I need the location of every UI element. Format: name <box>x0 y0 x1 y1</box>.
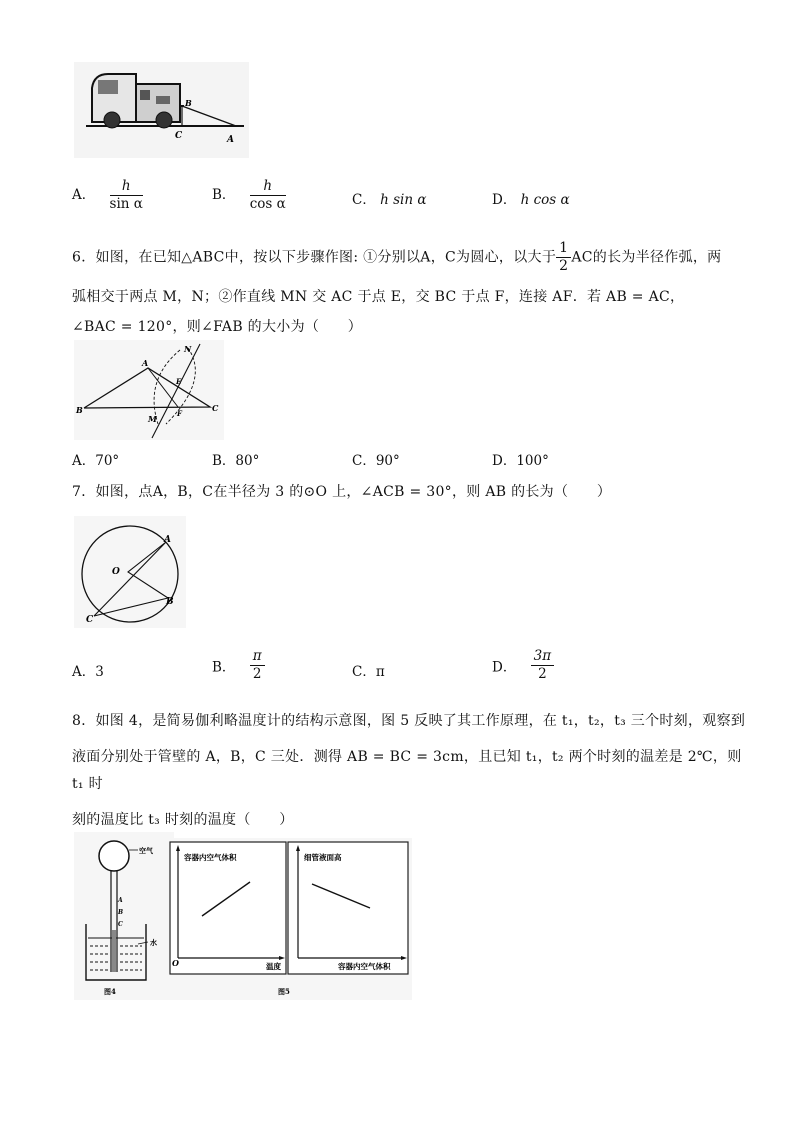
label-a: A <box>142 358 149 368</box>
q7-option-b[interactable]: B． $\frac{\pi}{2}$ <box>212 648 265 683</box>
q5-option-a-fraction: $\frac{h}{\text{sin α}}$ <box>109 178 143 212</box>
label-b: B <box>166 597 174 607</box>
q6-line-2: 弧相交于两点 M，N；②作直线 MN 交 AC 于点 E，交 BC 于点 F，连接 AF．若 AB = AC， <box>72 289 685 305</box>
label-a: A <box>227 135 234 145</box>
q8-stem <box>72 708 754 834</box>
truck-wheel-rear <box>156 112 172 128</box>
q5-option-b[interactable]: B． $\frac{h}{\text{cos α}}$ <box>212 178 286 212</box>
figure-5-caption: 图5 <box>278 987 290 996</box>
q7-option-a[interactable]: A．3 <box>72 664 104 680</box>
label-c: C <box>175 131 183 141</box>
q8-line-3: 刻的温度比 t₃ 时刻的温度（ ） <box>72 812 294 828</box>
label-m: M <box>148 414 157 424</box>
q6-fraction: $\frac{1}{2}$ <box>556 240 571 275</box>
left-origin: O <box>172 958 179 968</box>
left-y-label: 容器内空气体积 <box>184 853 237 862</box>
right-x-label: 容器内空气体积 <box>338 962 391 971</box>
truck-wheel-front <box>104 112 120 128</box>
q7-option-d[interactable]: D． $\frac{3\pi}{2}$ <box>492 648 554 683</box>
air-label: 空气 <box>139 846 153 855</box>
truck-window <box>98 80 118 94</box>
q5-option-c[interactable]: C． h sin α <box>352 192 427 208</box>
q7-stem: 7．如图，点A，B，C在半径为 3 的⊙O 上，∠ACB = 30°，则 AB 的长为（ ） <box>72 484 612 500</box>
q5-option-b-fraction: $\frac{h}{\text{cos α}}$ <box>249 178 286 212</box>
figure-4-caption: 图4 <box>104 987 116 996</box>
label-c: C <box>86 615 94 625</box>
q7-option-c[interactable]: C．π <box>352 664 385 680</box>
q5-option-d[interactable]: D． h cos α <box>492 192 570 208</box>
q7-option-b-fraction: $\frac{\pi}{2}$ <box>250 648 265 683</box>
water-label: 水 <box>150 938 157 947</box>
label-f: F <box>177 409 182 418</box>
air-bulb <box>99 841 129 871</box>
label-c: C <box>212 403 219 413</box>
label-a: A <box>164 535 171 545</box>
q6-line-3: ∠BAC = 120°，则∠FAB 的大小为（ ） <box>72 319 363 335</box>
truck-figure <box>74 62 249 158</box>
tube-liquid <box>112 930 116 972</box>
q6-stem <box>72 240 754 340</box>
figure-4-thermometer <box>74 832 174 1000</box>
left-x-label: 温度 <box>266 962 281 971</box>
label-e: E <box>176 377 182 386</box>
q6-option-a[interactable]: A．70° <box>72 453 120 469</box>
q6-option-b[interactable]: B．80° <box>212 453 260 469</box>
label-c: C <box>118 921 123 928</box>
label-b: B <box>185 98 192 108</box>
q8-line-2: 液面分别处于管壁的 A，B，C 三处．测得 AB = BC = 3cm，且已知 t₁，t₂ 两个时刻的温差是 2℃，则 t₁ 时 <box>72 749 742 792</box>
figure-5-graphs <box>168 838 412 1000</box>
q6-option-d[interactable]: D．100° <box>492 453 549 469</box>
q8-line-1: 8．如图 4，是简易伽利略温度计的结构示意图，图 5 反映了其工作原理，在 t₁，t₂，t₃ 三个时刻，观察到 <box>72 713 746 729</box>
right-y-label: 细管液面高 <box>304 853 342 862</box>
q7-option-d-fraction: $\frac{3\pi}{2}$ <box>531 648 554 683</box>
q6-figure <box>74 340 224 440</box>
q7-figure <box>74 516 186 628</box>
label-b: B <box>118 909 124 916</box>
label-b: B <box>76 405 83 415</box>
label-a: A <box>118 897 123 904</box>
q6-line-1: 6．如图，在已知△ABC中，按以下步骤作图: ①分别以A，C为圆心，以大于 $\frac{1}{2}$ AC的长为半径作弧，两 <box>72 240 722 274</box>
label-o: O <box>112 567 120 577</box>
q5-option-a[interactable]: A． $\frac{h}{\text{sin α}}$ <box>72 178 143 212</box>
label-n: N <box>184 344 192 354</box>
q6-option-c[interactable]: C．90° <box>352 453 400 469</box>
